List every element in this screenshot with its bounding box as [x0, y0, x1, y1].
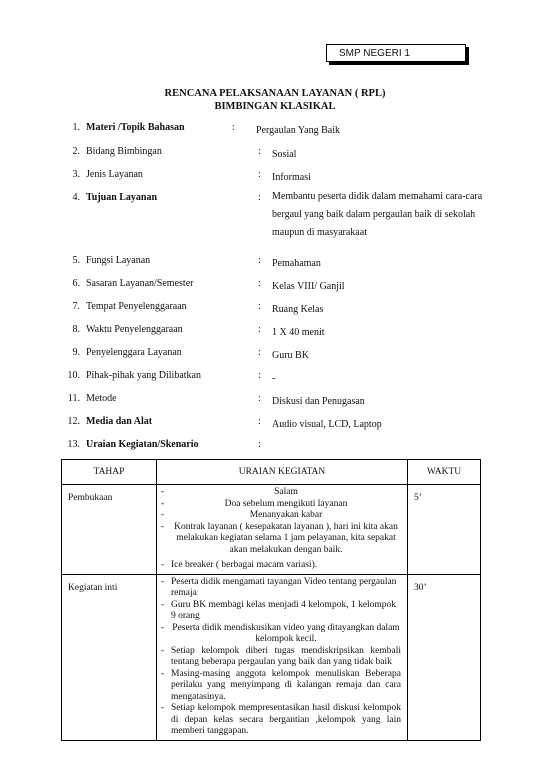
- item-value: Pemahaman: [272, 258, 321, 269]
- item-value: Pergaulan Yang Baik: [256, 125, 340, 136]
- item-number: 6.: [72, 278, 80, 289]
- activity-step: - Kontrak layanan ( kesepakatan layanan ), hari ini kita akan melakukan kegiatan selama 1 jam pelayanan, kita sepakat akan melakukan dengan baik.: [161, 521, 398, 555]
- header-waktu: WAKTU: [408, 460, 481, 485]
- header-tahap: TAHAP: [62, 460, 157, 485]
- item-colon: :: [258, 347, 261, 358]
- cell-tahap: Pembukaan: [62, 485, 157, 575]
- document-subtitle: BIMBINGAN KLASIKAL: [214, 101, 336, 112]
- document-title: RENCANA PELAKSANAAN LAYANAN ( RPL): [164, 88, 386, 99]
- item-number: 2.: [72, 146, 80, 157]
- item-colon: :: [258, 301, 261, 312]
- cell-waktu: 5’: [408, 485, 481, 575]
- item-colon: :: [258, 278, 261, 289]
- activity-step: - Setiap kelompok diberi tugas mendiskripsikan kembali tentang beberapa pergaulan yang baik dan yang tidak baik: [161, 645, 401, 667]
- table-row-pembukaan: [62, 485, 481, 575]
- activity-step: - Menanyakan kabar: [161, 510, 323, 520]
- item-value: -: [272, 373, 276, 384]
- item-colon: :: [258, 324, 261, 335]
- item-value: Diskusi dan Penugasan: [272, 396, 365, 407]
- item-label: Materi /Topik Bahasan: [86, 122, 185, 133]
- activity-step: - Salam: [161, 487, 298, 497]
- activity-step: - Doa sebelum mengikuti layanan: [161, 498, 348, 509]
- cell-waktu: 30’: [408, 574, 481, 740]
- item-value: Kelas VIII/ Ganjil: [272, 281, 345, 292]
- item-colon: :: [258, 169, 261, 180]
- school-name-box: [326, 44, 466, 62]
- item-label: Tempat Penyelenggaraan: [86, 301, 187, 312]
- item-value: Sosial: [272, 149, 297, 160]
- table-row-kegiatan-inti: [62, 574, 481, 740]
- item-colon: :: [258, 370, 261, 381]
- item-number: 10.: [67, 370, 80, 381]
- item-label: Media dan Alat: [86, 416, 153, 427]
- activity-step: - Ice breaker ( berbagai macam variasi).: [161, 560, 318, 570]
- item-colon: :: [258, 416, 261, 427]
- item-label: Jenis Layanan: [86, 169, 143, 180]
- item-number: 4.: [72, 192, 80, 203]
- item-label: Penyelenggara Layanan: [86, 347, 182, 358]
- cell-tahap: Kegiatan inti: [62, 574, 157, 740]
- header-uraian: URAIAN KEGIATAN: [157, 460, 408, 485]
- item-colon: :: [258, 192, 261, 203]
- item-label: Waktu Penyelenggaraan: [86, 324, 183, 335]
- item-number: 11.: [67, 393, 80, 404]
- item-number: 7.: [72, 301, 80, 312]
- item-number: 5.: [72, 255, 80, 266]
- item-number: 8.: [72, 324, 80, 335]
- activity-step: - Setiap kelompok mempresentasikan hasil diskusi kelompok di depan kelas secara bergantian ,kelompok yang lain memberi tanggapan.: [161, 703, 401, 736]
- item-label: Sasaran Layanan/Semester: [86, 278, 194, 289]
- cell-uraian: [157, 574, 408, 740]
- activity-step: - Masing-masing anggota kelompok menuliskan Beberapa perilaku yang menyimpang di kalangan remaja dan cara mengatasinya.: [161, 668, 401, 702]
- item-value: Informasi: [272, 172, 311, 183]
- item-label: Metode: [86, 393, 117, 404]
- item-value: Audio visual, LCD, Laptop: [272, 419, 382, 430]
- school-name: SMP NEGERI 1: [339, 48, 410, 59]
- item-value: Guru BK: [272, 350, 309, 361]
- item-number: 3.: [72, 169, 80, 180]
- item-colon: :: [258, 393, 261, 404]
- item-colon: :: [258, 146, 261, 157]
- item-label: Bidang Bimbingan: [86, 146, 162, 157]
- cell-uraian: [157, 485, 408, 575]
- activity-step: - Peserta didik mendiskusikan video yang ditayangkan dalam kelompok kecil.: [161, 622, 400, 644]
- activity-step: - Guru BK membagi kelas menjadi 4 kelompok, 1 kelompok 9 orang: [161, 599, 397, 621]
- item-value: 1 X 40 menit: [272, 327, 325, 338]
- item-number: 1.: [72, 122, 80, 133]
- item-label: Pihak-pihak yang Dilibatkan: [86, 370, 201, 381]
- item-label: Fungsi Layanan: [86, 255, 151, 266]
- item-value: Ruang Kelas: [272, 304, 324, 315]
- item-number: 9.: [72, 347, 80, 358]
- item-label: Tujuan Layanan: [86, 192, 158, 203]
- activity-table: [61, 459, 481, 741]
- item-value: Membantu peserta didik dalam memahami cara-cara bergaul yang baik dalam pergaulan baik di sekolah maupun di masyarakaat: [272, 191, 483, 238]
- activity-step: - Peserta didik mengamati tayangan Video tentang pergaulan remaja: [161, 576, 397, 598]
- item-colon: :: [258, 255, 261, 266]
- item-label: Uraian Kegiatan/Skenario: [86, 439, 199, 450]
- table-header-row: [62, 460, 481, 485]
- item-colon: :: [232, 122, 235, 133]
- item-colon: :: [258, 439, 261, 450]
- item-number: 12.: [67, 416, 80, 427]
- item-number: 13.: [67, 439, 80, 450]
